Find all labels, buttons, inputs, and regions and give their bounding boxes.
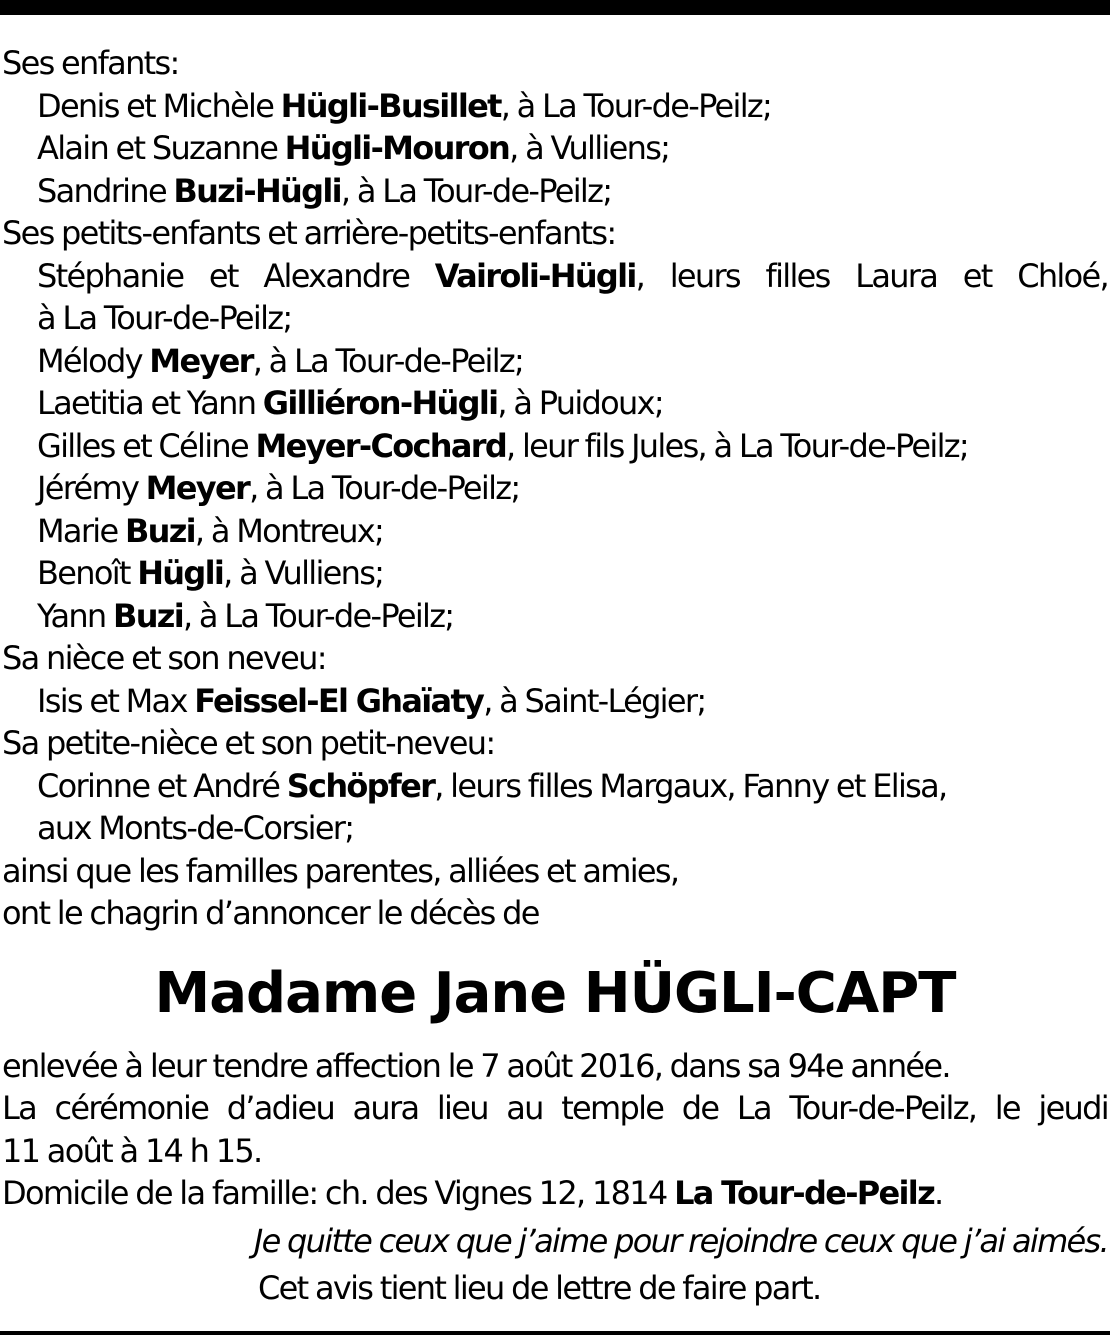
family-entry: Sandrine Buzi-Hügli, à La Tour-de-Peilz; xyxy=(37,171,612,210)
family-surname: Meyer xyxy=(149,341,253,380)
family-surname: Buzi xyxy=(113,596,183,635)
death-line: enlevée à leur tendre affection le 7 août 2016, dans sa 94e année. xyxy=(2,1046,950,1085)
family-surname: Hügli xyxy=(137,554,224,592)
family-entry: Benoît Hügli, à Vulliens; xyxy=(37,554,384,592)
family-entry: Jérémy Meyer, à La Tour-de-Peilz; xyxy=(37,469,520,507)
family-entry: Gilles et Céline Meyer-Cochard, leur fils Jules, à La Tour-de-Peilz; xyxy=(37,426,968,465)
ceremony-continuation: 11 août à 14 h 15. xyxy=(2,1131,262,1170)
family-surname: Hügli-Busillet xyxy=(280,86,501,125)
closing-quote: Je quitte ceux que j’aime pour rejoindre ceux que j’ai aimés. xyxy=(253,1221,1108,1260)
family-surname: Vairoli-Hügli xyxy=(434,256,636,295)
closing-note: Cet avis tient lieu de lettre de faire part. xyxy=(258,1269,821,1307)
children-heading: Ses enfants: xyxy=(2,44,179,82)
grandchildren-heading: Ses petits-enfants et arrière-petits-enfants: xyxy=(2,214,616,252)
family-surname: Buzi xyxy=(124,511,195,550)
family-surname: Schöpfer xyxy=(286,766,435,805)
family-surname: Buzi-Hügli xyxy=(173,171,341,210)
family-entry: Laetitia et Yann Gilliéron-Hügli, à Puidoux; xyxy=(37,384,663,422)
domicile-line: Domicile de la famille: ch. des Vignes 12, 1814 La Tour-de-Peilz. xyxy=(2,1174,943,1212)
family-entry: Corinne et André Schöpfer, leurs filles Margaux, Fanny et Elisa, xyxy=(37,766,947,805)
family-entry: Marie Buzi, à Montreux; xyxy=(37,511,384,550)
family-entry-continuation: aux Monts-de-Corsier; xyxy=(37,809,354,847)
family-entry-continuation: à La Tour-de-Peilz; xyxy=(37,299,292,337)
families-line: ainsi que les familles parentes, alliées et amies, xyxy=(2,851,679,890)
family-entry: Yann Buzi, à La Tour-de-Peilz; xyxy=(37,596,454,635)
obituary-notice xyxy=(2,42,1108,1310)
family-surname: Hügli-Mouron xyxy=(284,129,510,167)
bottom-rule xyxy=(0,1331,1110,1335)
announce-line: ont le chagrin d’annoncer le décès de xyxy=(2,894,539,932)
family-entry-justified: Stéphanie et Alexandre Vairoli-Hügli, leurs filles Laura et Chloé, xyxy=(37,256,1108,295)
family-entry: Alain et Suzanne Hügli-Mouron, à Vulliens; xyxy=(37,129,670,167)
family-entry: Isis et Max Feissel-El Ghaïaty, à Saint-Légier; xyxy=(37,681,706,720)
ceremony-line: La cérémonie d’adieu aura lieu au temple de La Tour-de-Peilz, le jeudi xyxy=(2,1089,1108,1127)
top-rule xyxy=(0,0,1110,15)
niece-heading: Sa nièce et son neveu: xyxy=(2,639,326,677)
family-surname: Gilliéron-Hügli xyxy=(262,384,498,422)
grandniece-heading: Sa petite-nièce et son petit-neveu: xyxy=(2,724,495,762)
family-surname: Meyer-Cochard xyxy=(255,426,507,465)
family-entry: Denis et Michèle Hügli-Busillet, à La Tour-de-Peilz; xyxy=(37,86,772,125)
domicile-place: La Tour-de-Peilz xyxy=(674,1174,935,1212)
family-entry: Mélody Meyer, à La Tour-de-Peilz; xyxy=(37,341,524,380)
deceased-name: Madame Jane HÜGLI-CAPT xyxy=(154,960,956,1026)
family-surname: Feissel-El Ghaïaty xyxy=(194,681,484,720)
family-surname: Meyer xyxy=(145,469,250,507)
